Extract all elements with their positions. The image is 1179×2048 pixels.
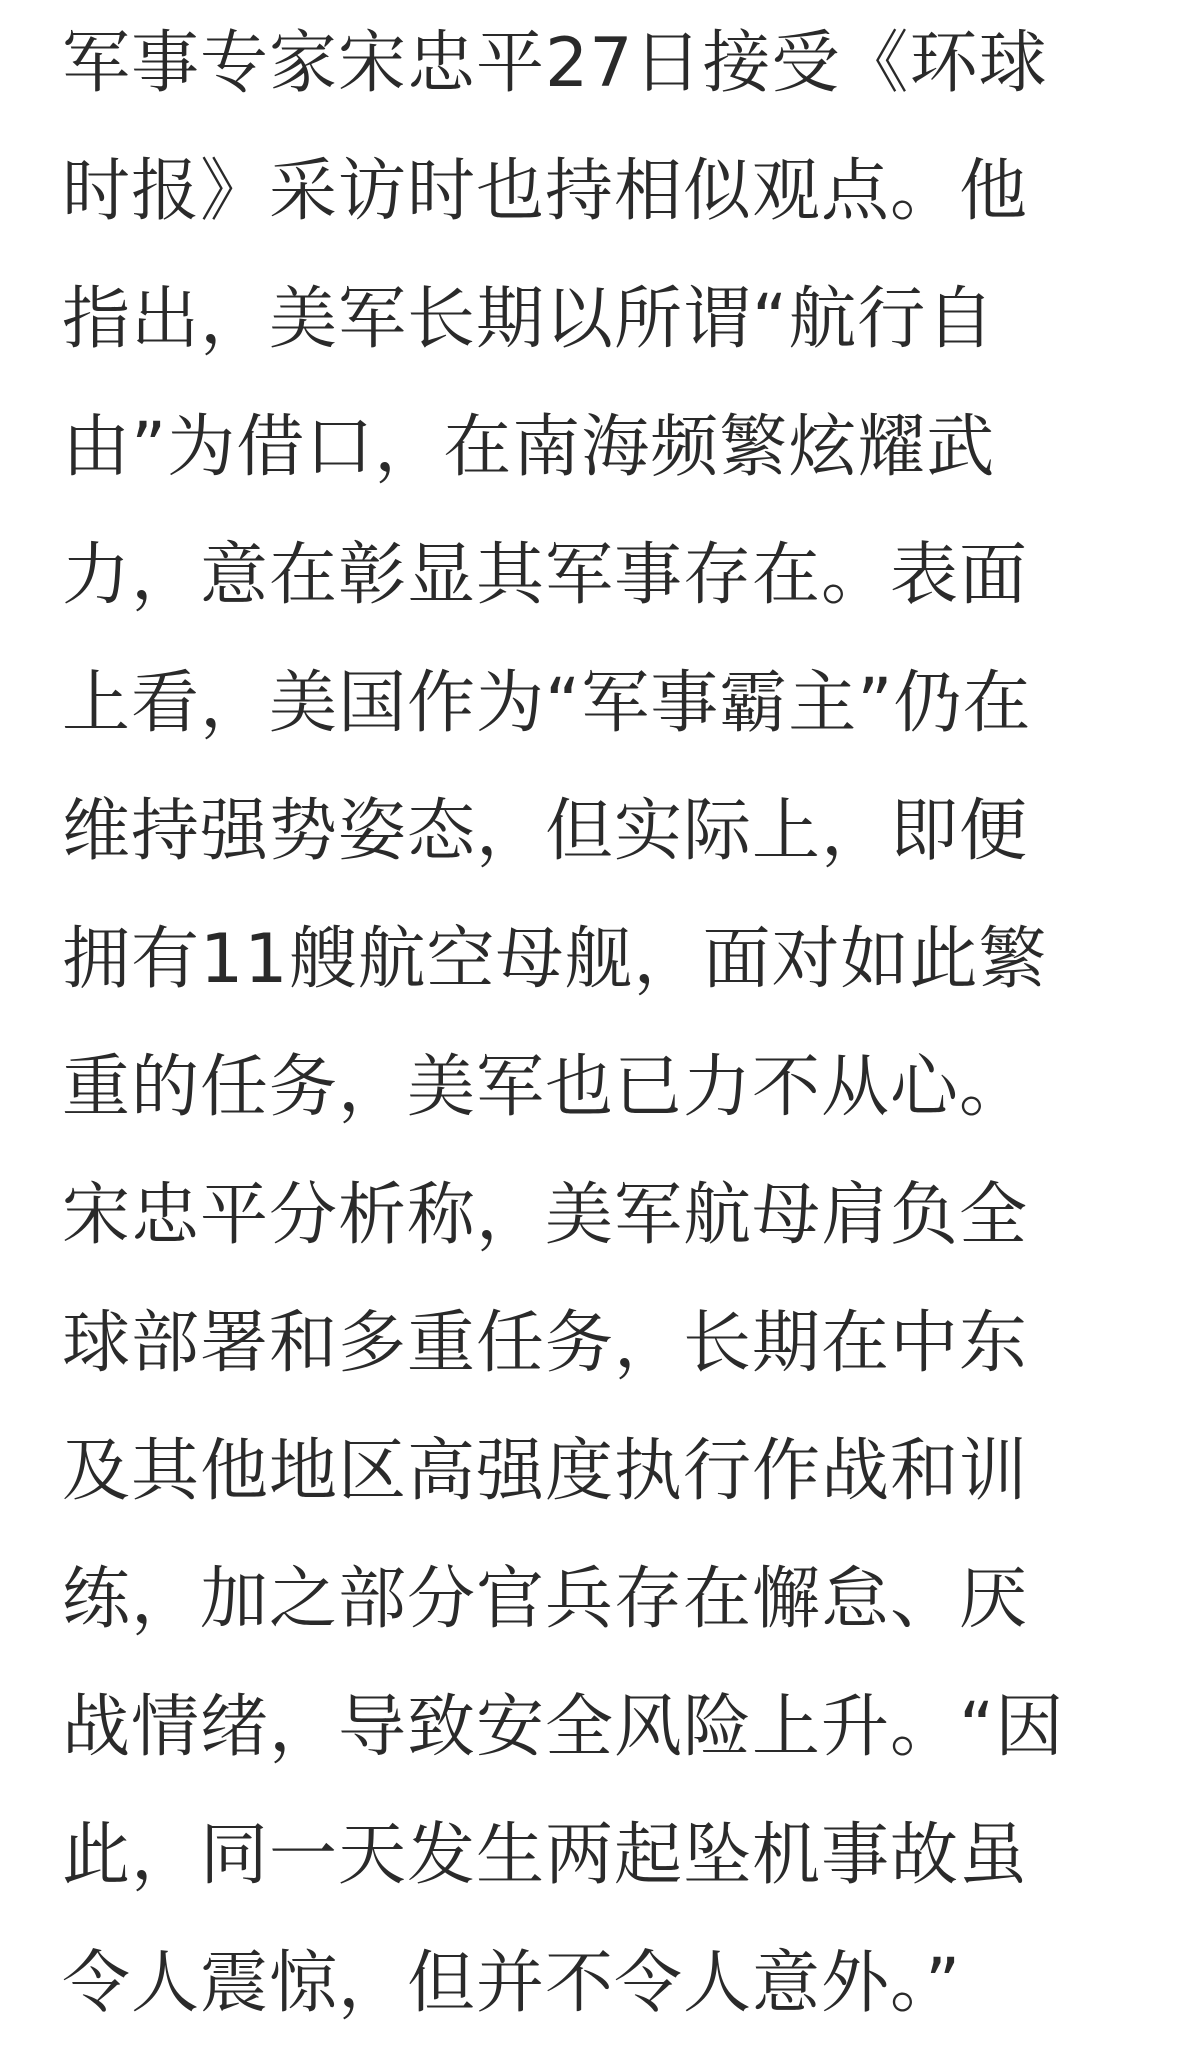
paragraph-line: 令人震惊，但并不令人意外。” [62,1944,962,2023]
paragraph-line: 及其他地区高强度执行作战和训 [62,1432,1029,1511]
paragraph-line: 力，意在彰显其军事存在。表面 [62,536,1029,615]
paragraph-line: 此，同一天发生两起坠机事故虽 [62,1816,1029,1895]
paragraph-line: 战情绪，导致安全风险上升。“因 [62,1688,1065,1767]
paragraph-line: 由”为借口，在南海频繁炫耀武 [62,408,996,487]
paragraph-line: 军事专家宋忠平27日接受《环球 [62,24,1048,103]
paragraph-line: 宋忠平分析称，美军航母肩负全 [62,1176,1029,1255]
paragraph-line: 时报》采访时也持相似观点。他 [62,152,1029,231]
paragraph-line: 维持强势姿态，但实际上，即便 [62,792,1029,871]
paragraph-line: 上看，美国作为“军事霸主”仍在 [62,664,1032,743]
paragraph-line: 球部署和多重任务，长期在中东 [62,1304,1029,1383]
paragraph-line: 拥有11艘航空母舰，面对如此繁 [62,920,1048,999]
paragraph-line: 指出，美军长期以所谓“航行自 [62,280,996,359]
paragraph-line: 练，加之部分官兵存在懈怠、厌 [62,1560,1029,1639]
paragraph-line: 重的任务，美军也已力不从心。 [62,1048,1029,1127]
